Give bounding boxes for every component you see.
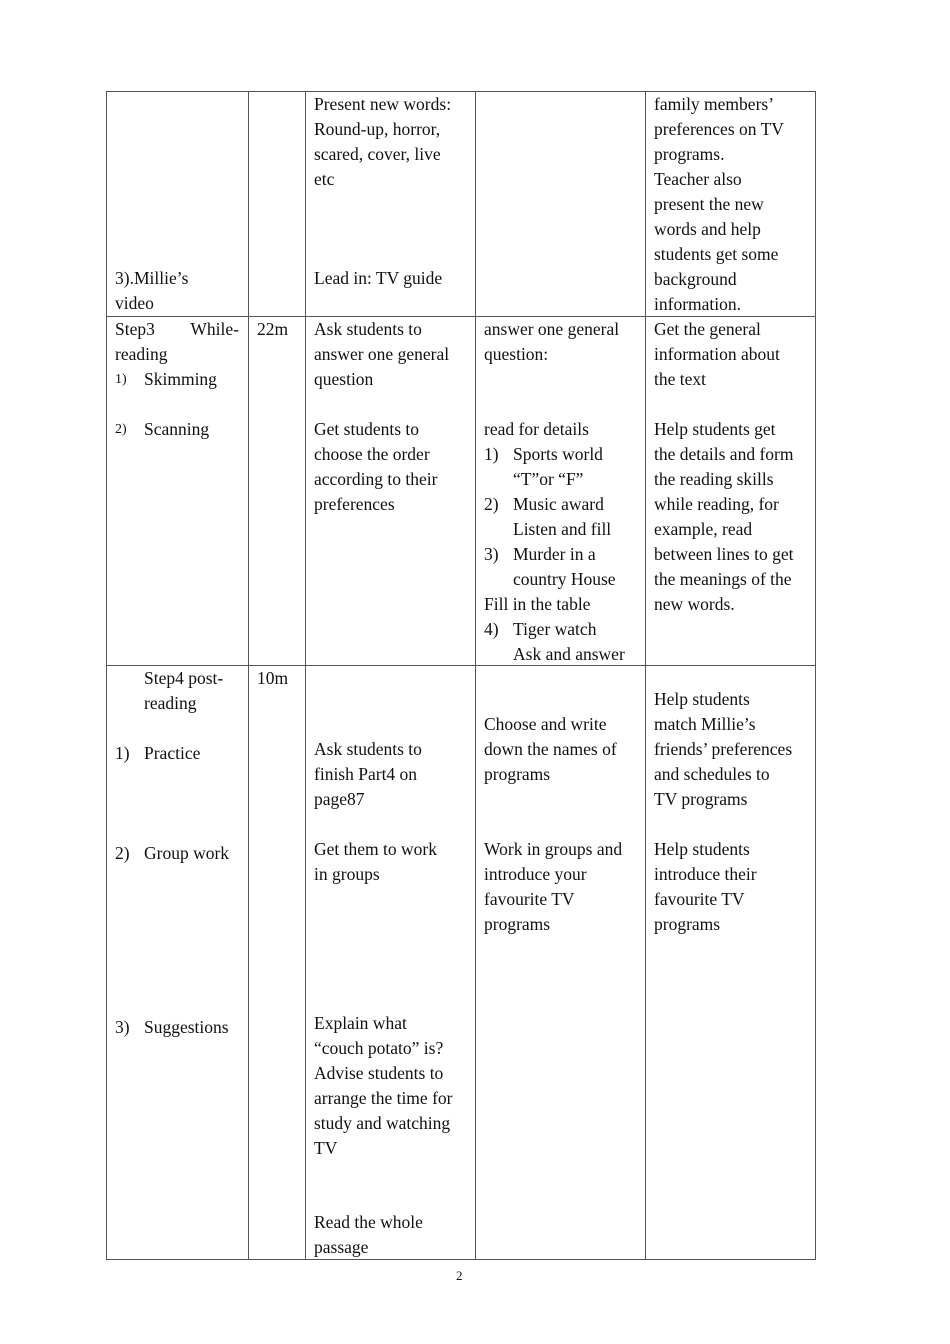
list-item: Sports world “T”or “F” (513, 444, 603, 489)
step-title: Step4 post- reading (144, 668, 224, 713)
table-border (106, 91, 107, 1260)
table-border (106, 1259, 816, 1260)
purpose-cell: Help students introduce their favourite TV programs (654, 839, 757, 934)
step-item: Scanning (144, 419, 210, 439)
table-border (815, 91, 816, 1260)
teacher-activity: Ask students to answer one general question (314, 319, 450, 389)
teacher-activity: Read the whole passage (314, 1212, 423, 1257)
purpose-cell: Help students match Millie’s friends’ preferences and schedules to TV programs (654, 689, 793, 809)
list-number: 2) (484, 494, 499, 514)
purpose-cell: Get the general information about the text (654, 319, 780, 389)
list-item: Music award Listen and fill (513, 494, 612, 539)
teacher-activity: Lead in: TV guide (314, 268, 443, 288)
list-number: 2) (115, 843, 130, 863)
teacher-activity: Get students to choose the order according to their preferences (314, 419, 438, 514)
column-divider (305, 91, 306, 1260)
list-number: 1) (115, 743, 130, 763)
student-activity: read for details (484, 419, 589, 439)
teacher-activity: Explain what “couch potato” is? Advise students to arrange the time for study and watching TV (314, 1013, 453, 1158)
time-cell: 22m (257, 319, 289, 339)
purpose-cell: Help students get the details and form the reading skills while reading, for example, read between lines to get the meanings of the new words. (654, 419, 794, 614)
column-divider (248, 91, 249, 1260)
teacher-activity: Get them to work in groups (314, 839, 437, 884)
step-item: Suggestions (144, 1017, 229, 1037)
student-activity: answer one general question: (484, 319, 620, 364)
column-divider (645, 91, 646, 1260)
list-number: 3) (484, 544, 499, 564)
list-number: 1) (484, 444, 499, 464)
step-title: reading (115, 344, 168, 364)
column-divider (475, 91, 476, 1260)
list-number: 4) (484, 619, 499, 639)
list-item: Tiger watch Ask and answer (513, 619, 625, 664)
student-activity: Work in groups and introduce your favourite TV programs (484, 839, 623, 934)
teacher-activity: Present new words: Round-up, horror, scared, cover, live etc (314, 94, 452, 189)
step-item: Skimming (144, 369, 217, 389)
list-number: 2) (115, 422, 127, 437)
time-cell: 10m (257, 668, 289, 688)
page-number: 2 (456, 1268, 463, 1283)
list-number: 3) (115, 1017, 130, 1037)
step-item: Practice (144, 743, 201, 763)
step-cell: 3).Millie’s video (115, 268, 189, 313)
teacher-activity: Ask students to finish Part4 on page87 (314, 739, 422, 809)
student-activity: Fill in the table (484, 594, 591, 614)
list-number: 1) (115, 372, 127, 387)
list-item: Murder in a country House (513, 544, 616, 589)
purpose-cell: family members’ preferences on TV programs. Teacher also present the new words and help students get some background information. (654, 94, 784, 314)
step-item: Group work (144, 843, 230, 863)
student-activity: Choose and write down the names of programs (484, 714, 617, 784)
step-title: Step3 While- (115, 319, 239, 339)
